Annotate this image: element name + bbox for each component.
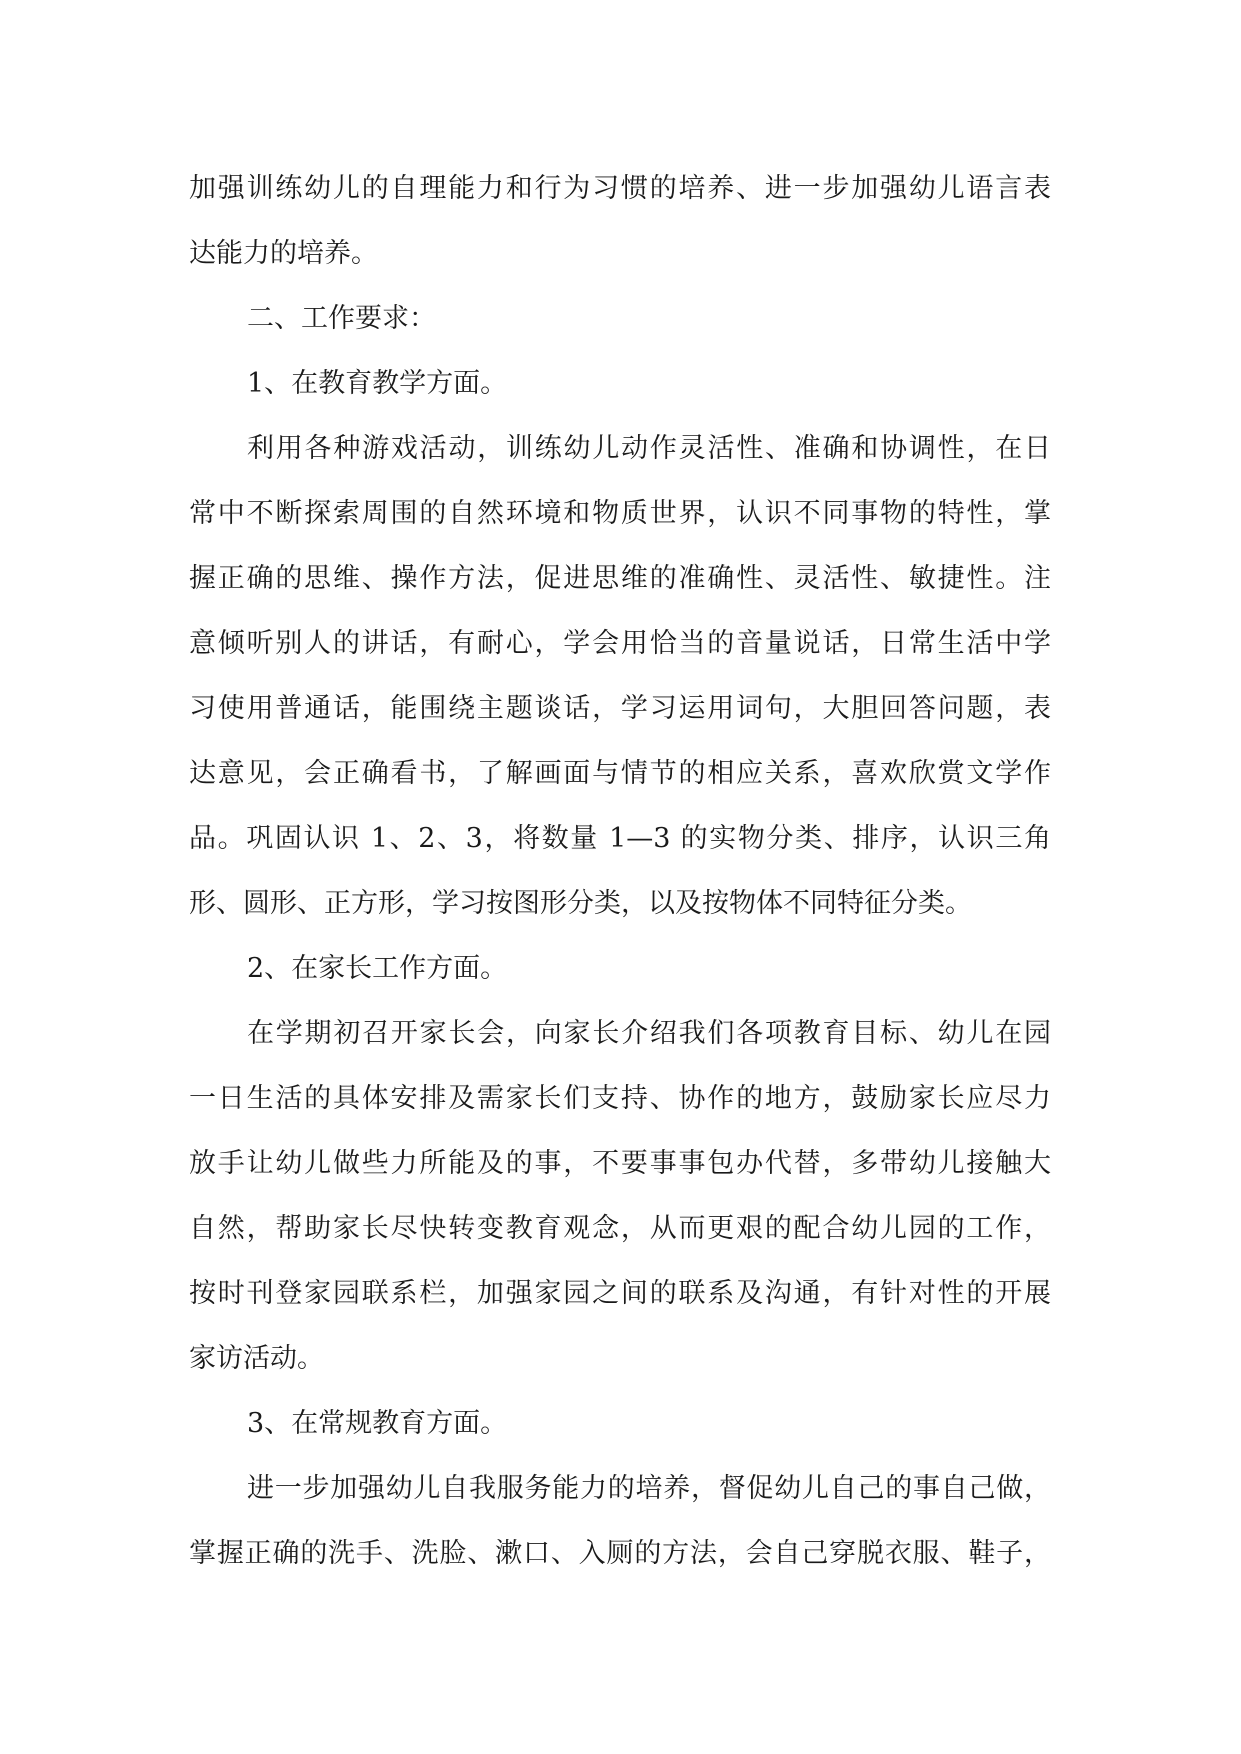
- text-line: 握正确的思维、操作方法，促进思维的准确性、灵活性、敏捷性。注: [189, 563, 1051, 594]
- text-line: 家访活动。: [189, 1343, 324, 1374]
- text-line: 常中不断探索周围的自然环境和物质世界，认识不同事物的特性，掌: [189, 498, 1051, 529]
- text-line: 在学期初召开家长会，向家长介绍我们各项教育目标、幼儿在园: [247, 1018, 1051, 1049]
- text-line: 进一步加强幼儿自我服务能力的培养，督促幼儿自己的事自己做，: [247, 1473, 1051, 1504]
- text-line: 按时刊登家园联系栏，加强家园之间的联系及沟通，有针对性的开展: [189, 1278, 1051, 1309]
- text-line: 放手让幼儿做些力所能及的事，不要事事包办代替，多带幼儿接触大: [189, 1148, 1051, 1179]
- section-heading: 二、工作要求：: [247, 303, 436, 334]
- text-line: 掌握正确的洗手、洗脸、漱口、入厕的方法，会自己穿脱衣服、鞋子，: [189, 1538, 1051, 1569]
- text-line: 品。巩固认识 1、2、3，将数量 1—3 的实物分类、排序，认识三角: [189, 823, 1051, 854]
- text-line: 达意见，会正确看书，了解画面与情节的相应关系，喜欢欣赏文学作: [189, 758, 1051, 789]
- text-line: 利用各种游戏活动，训练幼儿动作灵活性、准确和协调性，在日: [247, 433, 1051, 464]
- text-line: 达能力的培养。: [189, 238, 378, 269]
- text-line: 习使用普通话，能围绕主题谈话，学习运用词句，大胆回答问题，表: [189, 693, 1051, 724]
- document-page: [189, 156, 1051, 1586]
- subsection-heading: 1、在教育教学方面。: [247, 368, 508, 399]
- text-line: 意倾听别人的讲话，有耐心，学会用恰当的音量说话，日常生活中学: [189, 628, 1051, 659]
- subsection-heading: 3、在常规教育方面。: [247, 1408, 508, 1439]
- text-line: 加强训练幼儿的自理能力和行为习惯的培养、进一步加强幼儿语言表: [189, 173, 1051, 204]
- text-line: 一日生活的具体安排及需家长们支持、协作的地方，鼓励家长应尽力: [189, 1083, 1051, 1114]
- text-line: 形、圆形、正方形，学习按图形分类，以及按物体不同特征分类。: [189, 888, 972, 919]
- text-line: 自然，帮助家长尽快转变教育观念，从而更艰的配合幼儿园的工作，: [189, 1213, 1051, 1244]
- subsection-heading: 2、在家长工作方面。: [247, 953, 508, 984]
